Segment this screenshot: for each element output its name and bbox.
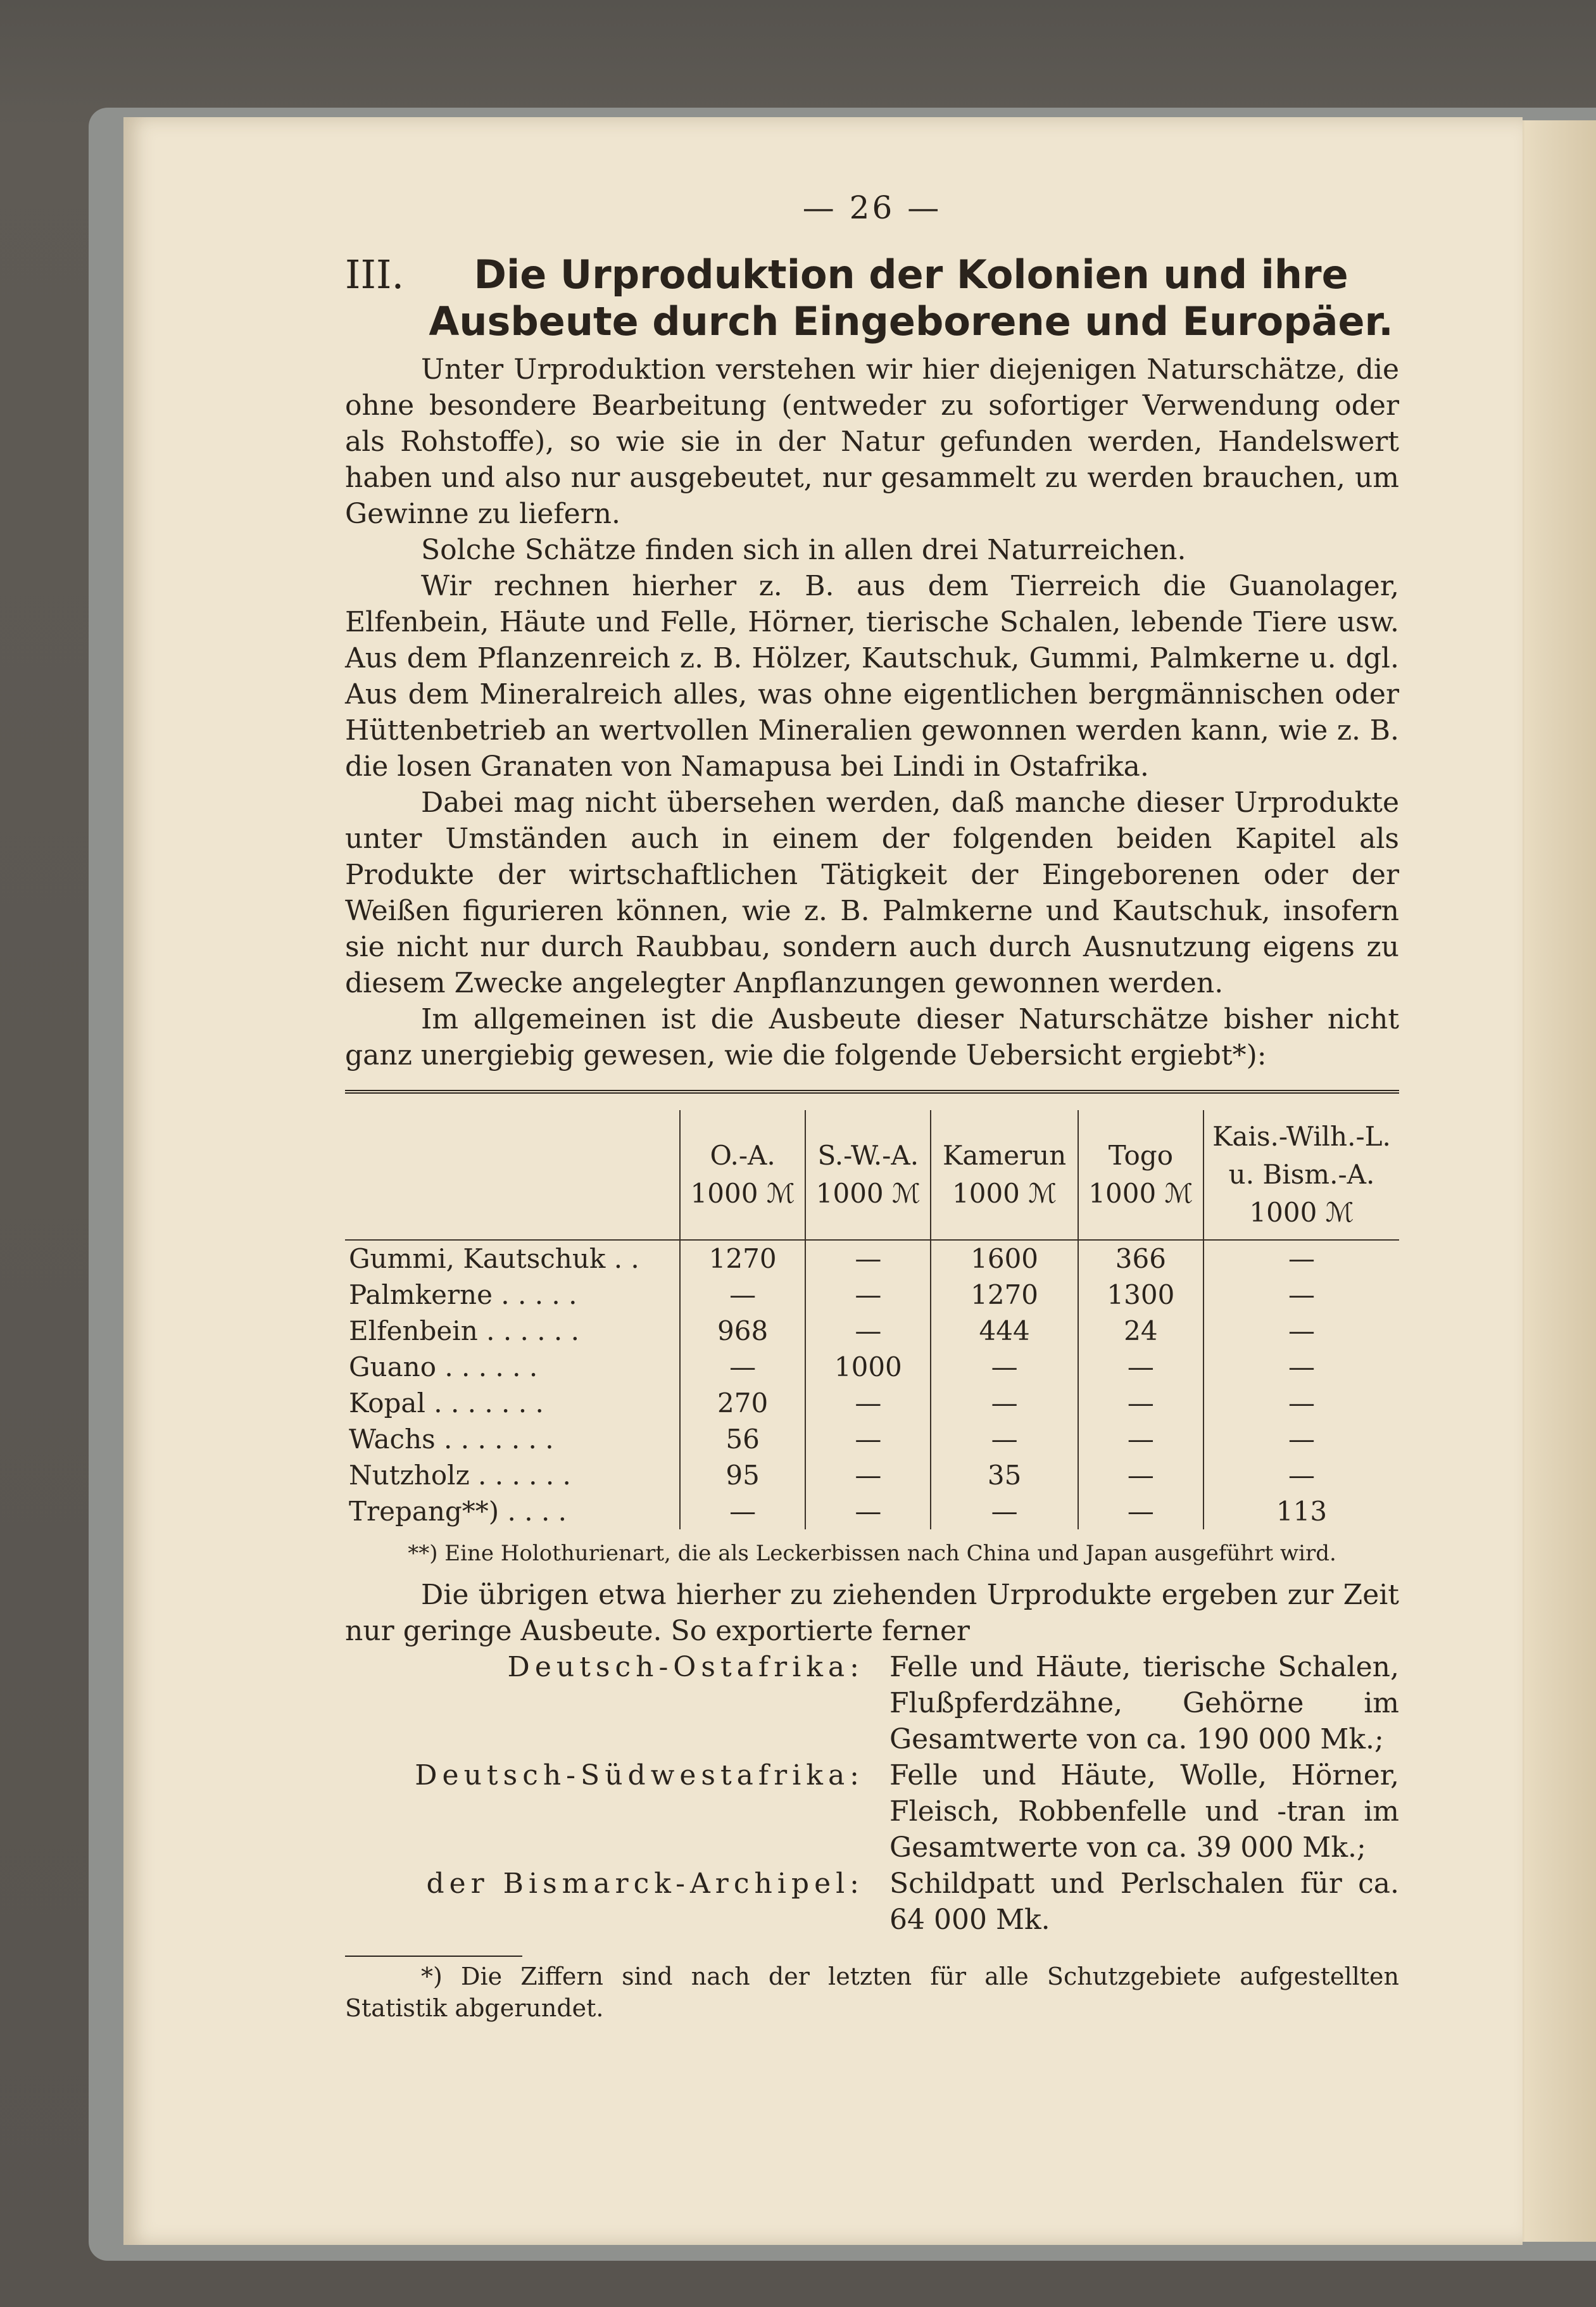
row-label: Trepang**) . . . . <box>349 1496 567 1527</box>
column-header: O.-A. 1000 ℳ <box>680 1110 805 1240</box>
cell: — <box>1203 1385 1399 1421</box>
page-number: — 26 — <box>802 189 942 226</box>
table-rule <box>345 1090 1399 1094</box>
row-label: Wachs . . . . . . . <box>349 1424 554 1455</box>
cell: — <box>931 1421 1078 1457</box>
cell: 366 <box>1078 1240 1203 1277</box>
cell: 968 <box>680 1313 805 1349</box>
column-header: Kamerun 1000 ℳ <box>931 1110 1078 1240</box>
cell: — <box>1203 1457 1399 1493</box>
cell: — <box>680 1493 805 1529</box>
cell: — <box>1203 1277 1399 1313</box>
page-edge <box>1516 120 1596 2242</box>
cell: — <box>1078 1385 1203 1421</box>
cell: — <box>931 1493 1078 1529</box>
table-row <box>345 1240 1399 1277</box>
export-entry <box>345 1649 1399 1757</box>
cell: — <box>1078 1421 1203 1457</box>
cell: — <box>680 1349 805 1385</box>
cell: 35 <box>931 1457 1078 1493</box>
row-label: Palmkerne . . . . . <box>349 1279 577 1310</box>
page-content <box>345 190 1399 2024</box>
cell: — <box>805 1457 931 1493</box>
row-label: Elfenbein . . . . . . <box>349 1315 579 1346</box>
cell: 24 <box>1078 1313 1203 1349</box>
cell: — <box>680 1277 805 1313</box>
cell: 1000 <box>805 1349 931 1385</box>
chapter-heading <box>345 251 1399 345</box>
cell: — <box>1203 1240 1399 1277</box>
column-header: S.-W.-A. 1000 ℳ <box>805 1110 931 1240</box>
chapter-number: III. <box>345 251 405 298</box>
cell: 56 <box>680 1421 805 1457</box>
row-label: Nutzholz . . . . . . <box>349 1460 571 1491</box>
paragraph: Unter Urproduktion verstehen wir hier diejenigen Naturschätze, die ohne besondere Bearbeitung (entweder zu sofortiger Verwendung oder als Rohstoffe), so wie sie in der Natur gefunden werden, Handelswert haben und also nur ausgebeutet, nur gesammelt zu werden brauchen, um Gewinne zu liefern. <box>345 353 1399 530</box>
export-entry <box>345 1757 1399 1866</box>
paragraph: Die übrigen etwa hierher zu ziehenden Urprodukte ergeben zur Zeit nur geringe Ausbeute. So exportierte ferner <box>345 1579 1399 1647</box>
column-header: Togo 1000 ℳ <box>1078 1110 1203 1240</box>
cell: 1270 <box>931 1277 1078 1313</box>
cell: — <box>1203 1421 1399 1457</box>
table-row <box>345 1457 1399 1493</box>
export-region: der Bismarck-Archipel: <box>426 1868 864 1900</box>
cell: — <box>805 1493 931 1529</box>
chapter-title: Die Urproduktion der Kolonien und ihre Ausbeute durch Eingeborene und Europäer. <box>429 251 1393 344</box>
cell: — <box>805 1313 931 1349</box>
paragraph: Dabei mag nicht übersehen werden, daß manche dieser Urprodukte unter Umständen auch in einem der folgenden beiden Kapitel als Produkte der wirtschaftlichen Tätigkeit der Eingeborenen oder der Weißen figurieren können, wie z. B. Palmkerne und Kautschuk, insofern sie nicht nur durch Raubbau, sondern auch durch Ausnutzung eigens zu diesem Zwecke angelegter Anpflanzungen gewonnen werden. <box>345 787 1399 999</box>
cell: — <box>1078 1349 1203 1385</box>
export-text: Schildpatt und Perlschalen für ca. 64 000 Mk. <box>889 1868 1399 1936</box>
cell: 444 <box>931 1313 1078 1349</box>
cell: — <box>1078 1457 1203 1493</box>
table-row <box>345 1493 1399 1529</box>
export-region: Deutsch-Ostafrika: <box>507 1651 864 1683</box>
table-row <box>345 1349 1399 1385</box>
cell: — <box>1203 1313 1399 1349</box>
export-text: Felle und Häute, Wolle, Hörner, Fleisch, Robbenfelle und -tran im Gesamtwerte von ca. 39 000 Mk.; <box>889 1759 1399 1864</box>
table-header-row <box>345 1110 1399 1240</box>
export-region: Deutsch-Südwestafrika: <box>415 1759 864 1792</box>
cell: — <box>1203 1349 1399 1385</box>
cell: — <box>805 1240 931 1277</box>
paragraph: Solche Schätze finden sich in allen drei Naturreichen. <box>421 534 1186 566</box>
table-row <box>345 1277 1399 1313</box>
cell: 1270 <box>680 1240 805 1277</box>
row-label: Gummi, Kautschuk . . <box>349 1243 639 1274</box>
yield-table <box>345 1110 1399 1529</box>
cell: 1600 <box>931 1240 1078 1277</box>
cell: — <box>805 1385 931 1421</box>
export-entry <box>345 1866 1399 1938</box>
paragraph: Wir rechnen hierher z. B. aus dem Tierreich die Guanolager, Elfenbein, Häute und Felle, Hörner, tierische Schalen, lebende Tiere usw. Aus dem Pflanzenreich z. B. Hölzer, Kautschuk, Gummi, Palmkerne u. dgl. Aus dem Mineralreich alles, was ohne eigentlichen bergmännischen oder Hüttenbetrieb an wertvollen Mineralien gewonnen werden kann, wie z. B. die losen Granaten von Namapusa bei Lindi in Ostafrika. <box>345 570 1399 783</box>
table-row <box>345 1313 1399 1349</box>
table-footnote: **) Eine Holothurienart, die als Leckerbissen nach China und Japan ausgeführt wird. <box>408 1541 1336 1566</box>
cell: — <box>931 1385 1078 1421</box>
row-label: Guano . . . . . . <box>349 1351 538 1382</box>
paragraph: Im allgemeinen ist die Ausbeute dieser Naturschätze bisher nicht ganz unergiebig gewesen, wie die folgende Uebersicht ergiebt*): <box>345 1003 1399 1071</box>
column-header: Kais.-Wilh.-L. u. Bism.-A. 1000 ℳ <box>1203 1110 1399 1240</box>
table-row <box>345 1385 1399 1421</box>
cell: — <box>805 1421 931 1457</box>
export-text: Felle und Häute, tierische Schalen, Flußpferdzähne, Gehörne im Gesamtwerte von ca. 190 000 Mk.; <box>889 1651 1399 1755</box>
table-row <box>345 1421 1399 1457</box>
cell: — <box>1078 1493 1203 1529</box>
cell: — <box>931 1349 1078 1385</box>
table-corner <box>345 1110 680 1240</box>
cell: 113 <box>1203 1493 1399 1529</box>
row-label: Kopal . . . . . . . <box>349 1387 544 1419</box>
cell: 1300 <box>1078 1277 1203 1313</box>
footnote: *) Die Ziffern sind nach der letzten für alle Schutzgebiete aufgestellten Statistik abgerundet. <box>345 1963 1399 2022</box>
cell: 270 <box>680 1385 805 1421</box>
cell: — <box>805 1277 931 1313</box>
cell: 95 <box>680 1457 805 1493</box>
footnote-rule <box>345 1956 522 1957</box>
